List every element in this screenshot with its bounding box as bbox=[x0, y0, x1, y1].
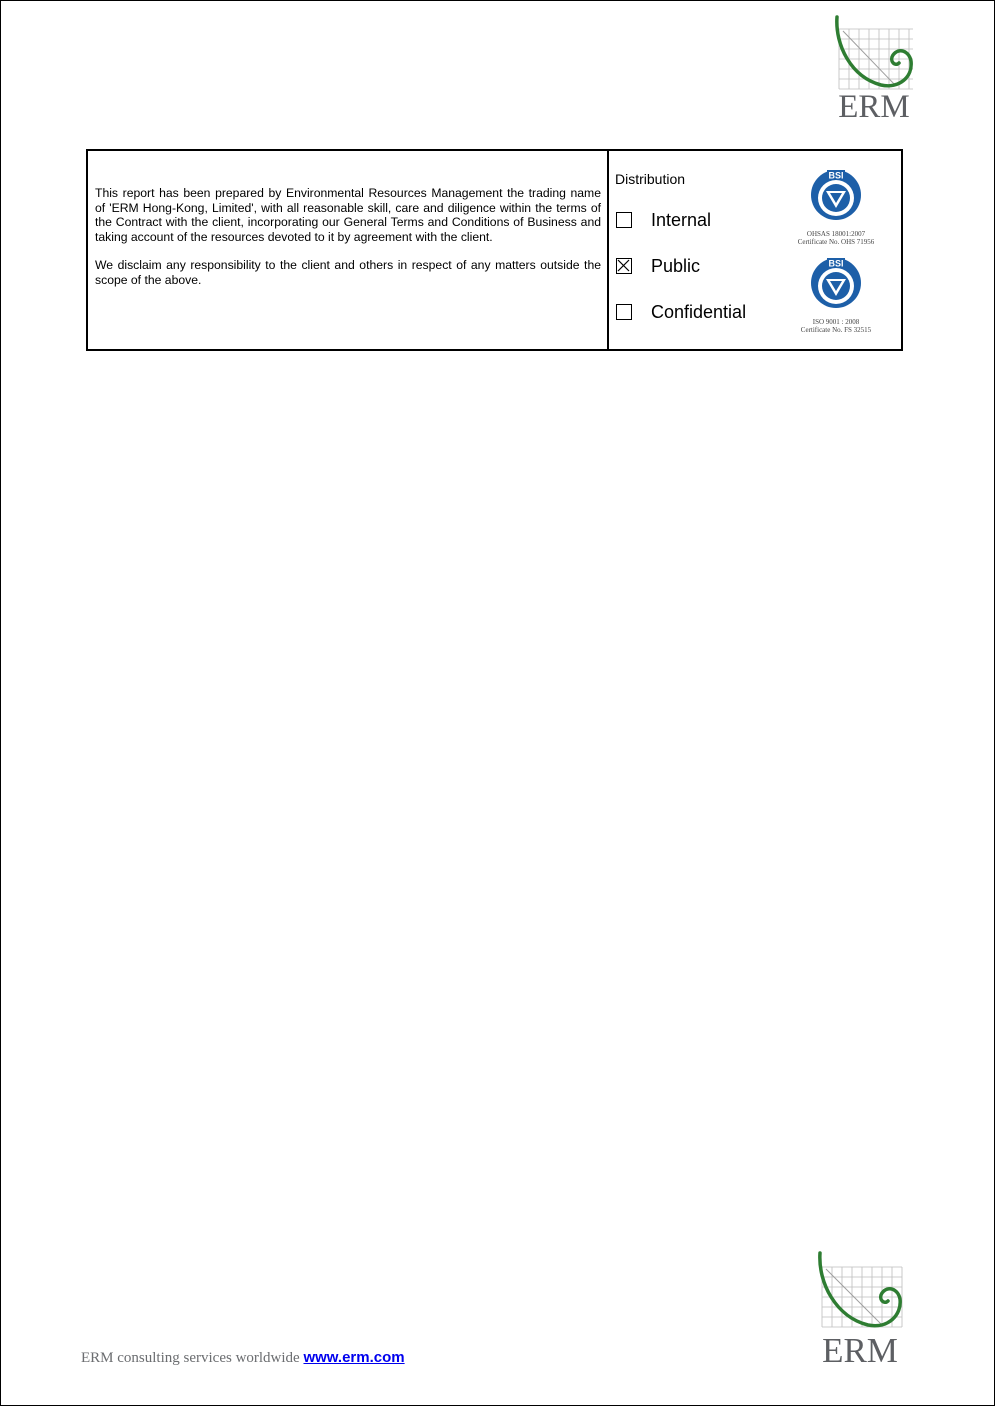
distribution-option-confidential[interactable] bbox=[616, 301, 746, 323]
disclaimer-paragraph-1: This report has been prepared by Environmental Resources Management the trading name of 'ERM Hong-Kong, Limited', with all reasonable skill, care and diligence within the terms of the Contract with the client, incorporating our General Terms and Conditions of Business and taking account of the resources devoted to it by agreement with the client. bbox=[95, 186, 601, 244]
footer-website-link[interactable]: www.erm.com bbox=[303, 1349, 405, 1366]
disclaimer-paragraph-2: We disclaim any responsibility to the client and others in respect of any matters outside the scope of the above. bbox=[95, 258, 601, 287]
disclaimer-text bbox=[95, 186, 601, 301]
cert-line-2: Certificate No. OHS 71956 bbox=[797, 238, 875, 246]
distribution-panel bbox=[609, 151, 901, 349]
distribution-title: Distribution bbox=[615, 171, 686, 187]
cert-line-2: Certificate No. FS 32515 bbox=[800, 326, 872, 334]
erm-logo-bottom bbox=[816, 1251, 904, 1370]
bsi-badge-icon bbox=[781, 253, 891, 313]
bsi-certification-ohsas bbox=[781, 165, 891, 246]
footer bbox=[81, 1349, 405, 1367]
erm-logo-text: ERM bbox=[822, 1331, 898, 1370]
confidential-checkbox[interactable] bbox=[616, 304, 632, 320]
erm-logo-graphic bbox=[833, 15, 915, 91]
cert-line-1: OHSAS 18001:2007 bbox=[806, 230, 866, 238]
report-info-box bbox=[86, 149, 903, 351]
bsi-certification-iso bbox=[781, 253, 891, 334]
bsi-badge-text: BSI bbox=[828, 258, 844, 269]
cert-line-1: ISO 9001 : 2008 bbox=[812, 318, 860, 326]
confidential-label: Confidential bbox=[651, 301, 747, 322]
distribution-option-internal[interactable] bbox=[616, 209, 711, 231]
checkbox-x-icon bbox=[617, 259, 630, 272]
disclaimer-panel bbox=[88, 151, 609, 349]
internal-checkbox[interactable] bbox=[616, 212, 632, 228]
internal-label: Internal bbox=[651, 209, 712, 230]
bsi-badge-icon bbox=[781, 165, 891, 225]
erm-logo-top bbox=[833, 15, 915, 125]
footer-tagline: ERM consulting services worldwide bbox=[81, 1350, 300, 1366]
erm-logo-graphic bbox=[816, 1251, 904, 1331]
erm-logo-text: ERM bbox=[838, 89, 910, 125]
public-label: Public bbox=[651, 255, 701, 276]
bsi-badge-text: BSI bbox=[828, 170, 844, 181]
distribution-option-public[interactable] bbox=[616, 255, 700, 277]
public-checkbox[interactable] bbox=[616, 258, 632, 274]
